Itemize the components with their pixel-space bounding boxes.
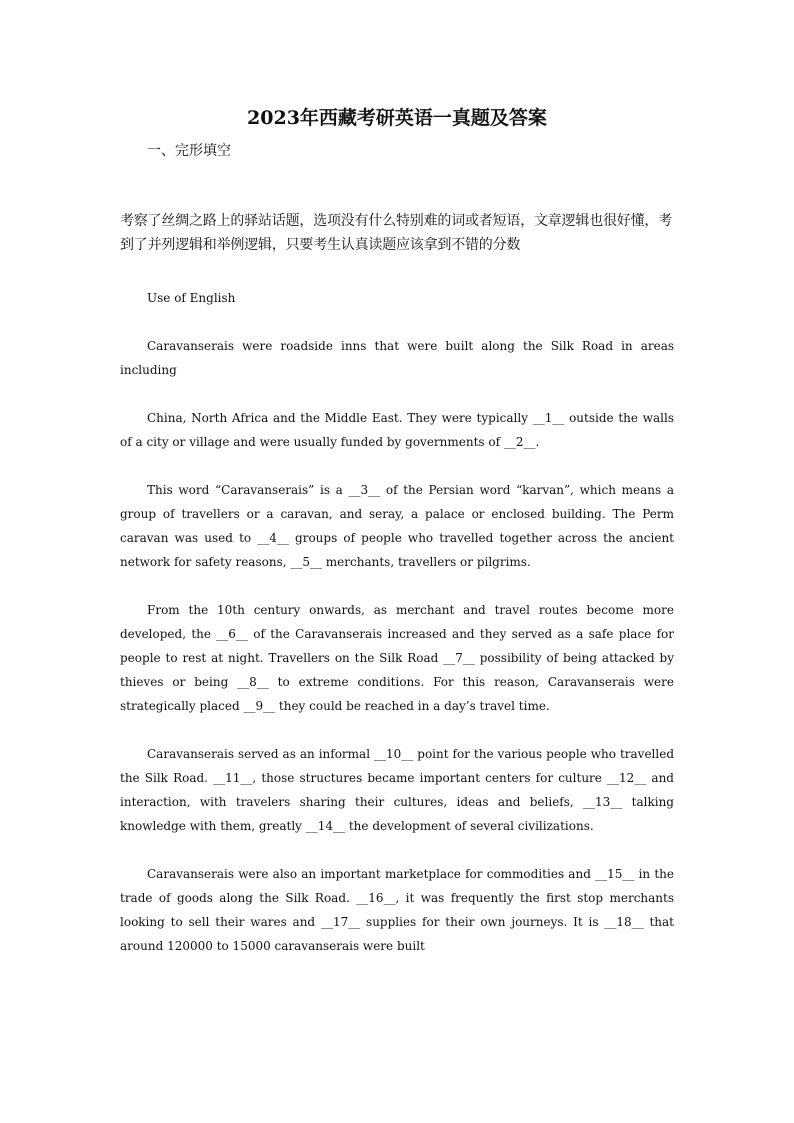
passage-paragraph: China, North Africa and the Middle East. They were typically __1__ outside the walls of a city or village and were usually funded by governments of __2__.: [120, 411, 674, 449]
passage-paragraph: Caravanserais served as an informal __10__ point for the various people who travelled the Silk Road. __11__, those structures became important centers for culture __12__ and interaction, with travelers sharing their cultures, ideas and beliefs, __13__ talking knowledge with them, greatly __14__ the development of several civilizations.: [120, 747, 674, 833]
passage-paragraph: Caravanserais were also an important marketplace for commodities and __15__ in the trade of goods along the Silk Road. __16__, it was frequently the first stop merchants looking to sell their wares and __17__ supplies for their own journeys. It is __18__ that around 120000 to 15000 caravanserais were built: [120, 867, 674, 953]
intro-paragraph: 考察了丝绸之路上的驿站话题，选项没有什么特别难的词或者短语，文章逻辑也很好懂，考到了并列逻辑和举例逻辑，只要考生认真读题应该拿到不错的分数: [120, 213, 672, 253]
passage-paragraph: From the 10th century onwards, as merchant and travel routes become more developed, the __6__ of the Caravanserais increased and they served as a safe place for people to rest at night. Travellers on the Silk Road __7__ possibility of being attacked by thieves or being __8__ to extreme conditions. For this reason, Caravanserais were strategically placed __9__ they could be reached in a day’s travel time.: [120, 603, 674, 713]
passage-heading: Use of English: [147, 291, 236, 305]
passage: [120, 286, 674, 982]
passage-paragraph: This word “Caravanserais” is a __3__ of the Persian word “karvan”, which means a group of travellers or a caravan, and seray, a palace or enclosed building. The Perm caravan was used to __4__ groups of people who travelled together across the ancient network for safety reasons, __5__ merchants, travellers or pilgrims.: [120, 483, 674, 569]
document-title: 2023年西藏考研英语一真题及答案: [247, 107, 547, 129]
passage-paragraph: Caravanserais were roadside inns that were built along the Silk Road in areas including: [120, 339, 674, 377]
section-heading: 一、完形填空: [147, 143, 231, 159]
